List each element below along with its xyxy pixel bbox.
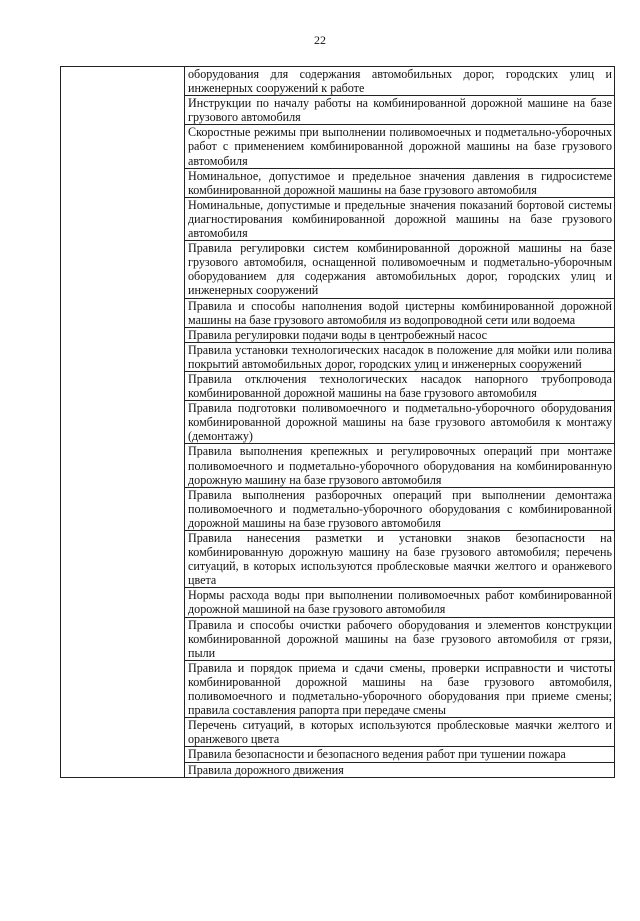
requirement-cell: Правила и способы очистки рабочего оборудования и элементов конструкции комбинированной дорожной машины на базе грузового автомобиля от грязи, пыли — [185, 617, 615, 660]
requirement-cell: Правила установки технологических насадок в положение для мойки или полива покрытий автомобильных дорог, городских улиц и инженерных сооружений — [185, 342, 615, 371]
requirement-cell: Правила регулировки подачи воды в центробежный насос — [185, 327, 615, 342]
requirement-cell: Инструкции по началу работы на комбинированной дорожной машине на базе грузового автомобиля — [185, 96, 615, 125]
page-number: 22 — [314, 33, 326, 47]
empty-left-cell — [61, 67, 185, 778]
requirement-cell: Правила и способы наполнения водой цистерны комбинированной дорожной машины на базе грузового автомобиля из водопроводной сети или водоема — [185, 298, 615, 327]
requirement-cell: Правила нанесения разметки и установки знаков безопасности на комбинированную дорожную машину на базе грузового автомобиля; перечень ситуаций, в которых используются проблесковые маячки желтого и оранжевого цвета — [185, 531, 615, 588]
requirement-cell: Нормы расхода воды при выполнении поливомоечных работ комбинированной дорожной машиной на базе грузового автомобиля — [185, 588, 615, 617]
requirement-cell: Правила подготовки поливомоечного и подметально-уборочного оборудования комбинированной дорожной машины на базе грузового автомобиля к монтажу (демонтажу) — [185, 401, 615, 444]
requirement-cell: Правила безопасности и безопасного ведения работ при тушении пожара — [185, 747, 615, 762]
table-row — [61, 67, 615, 96]
requirement-cell: Правила и порядок приема и сдачи смены, проверки исправности и чистоты комбинированной дорожной машины на базе грузового автомобиля, поливомоечного и подметально-уборочного оборудования при приеме смены; правила составления рапорта при передаче смены — [185, 660, 615, 717]
requirement-cell: Правила отключения технологических насадок напорного трубопровода комбинированной дорожной машины на базе грузового автомобиля — [185, 371, 615, 400]
requirement-cell: Номинальные, допустимые и предельные значения показаний бортовой системы диагностирования комбинированной дорожной машины на базе грузового автомобиля — [185, 197, 615, 240]
requirement-cell: Правила дорожного движения — [185, 762, 615, 777]
requirement-cell: Скоростные режимы при выполнении поливомоечных и подметально-уборочных работ с применением комбинированной дорожной машины на базе грузового автомобиля — [185, 125, 615, 168]
requirements-table — [60, 66, 615, 778]
requirement-cell: Правила выполнения крепежных и регулировочных операций при монтаже поливомоечного и подметально-уборочного оборудования на комбинированную дорожную машину на базе грузового автомобиля — [185, 444, 615, 487]
requirement-cell: оборудования для содержания автомобильных дорог, городских улиц и инженерных сооружений к работе — [185, 67, 615, 96]
requirement-cell: Номинальное, допустимое и предельное значения давления в гидросистеме комбинированной дорожной машины на базе грузового автомобиля — [185, 168, 615, 197]
requirement-cell: Перечень ситуаций, в которых используются проблесковые маячки желтого и оранжевого цвета — [185, 718, 615, 747]
requirement-cell: Правила выполнения разборочных операций при выполнении демонтажа поливомоечного и подметально-уборочного оборудования с комбинированной дорожной машины на базе грузового автомобиля — [185, 487, 615, 530]
requirement-cell: Правила регулировки систем комбинированной дорожной машины на базе грузового автомобиля, оснащенной поливомоечным и подметально-уборочным оборудованием для содержания автомобильных дорог, городских улиц и инженерных сооружений — [185, 241, 615, 298]
